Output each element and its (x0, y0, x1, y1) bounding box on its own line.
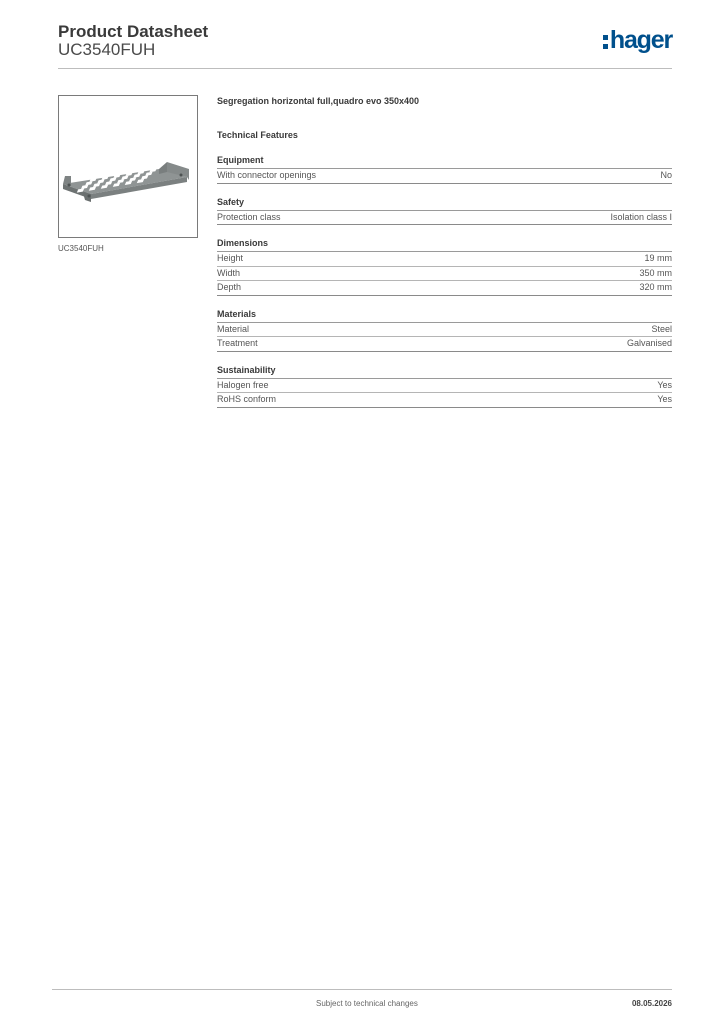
logo-text: hager (609, 26, 672, 54)
product-reference: UC3540FUH (58, 40, 156, 59)
table-row (217, 393, 672, 408)
row-label: RoHS conform (217, 394, 277, 404)
image-caption: UC3540FUH (58, 244, 104, 253)
row-value: Isolation class I (610, 211, 672, 222)
row-label: Depth (217, 282, 242, 292)
perforation-slot (154, 165, 161, 169)
row-value: No (660, 170, 672, 180)
row-label: With connector openings (217, 170, 317, 180)
section-materials (217, 309, 672, 352)
row-label: Material (217, 323, 250, 334)
row-label: Height (217, 253, 244, 263)
product-image (58, 95, 198, 238)
section-title: Safety (217, 197, 672, 211)
table-row (217, 169, 672, 184)
section-title: Materials (217, 309, 672, 323)
row-value: Galvanised (626, 338, 672, 348)
table-row (217, 379, 672, 394)
logo-colon-icon (603, 35, 608, 49)
hager-logo (603, 26, 672, 54)
row-value: Yes (657, 394, 672, 404)
footer-divider (52, 989, 672, 990)
table-row (217, 337, 672, 352)
table-row (217, 281, 672, 296)
row-value: 350 mm (639, 267, 672, 278)
perforation-slot (106, 172, 113, 176)
product-description: Segregation horizontal full,quadro evo 350x400 (217, 96, 420, 106)
page-title: Product Datasheet (58, 22, 209, 41)
row-value: 320 mm (639, 282, 672, 292)
perforation-slot (142, 166, 149, 170)
table-row (217, 267, 672, 282)
footer-note: Subject to technical changes (316, 999, 418, 1008)
section-title: Dimensions (217, 238, 672, 252)
section-safety (217, 197, 672, 226)
header (58, 20, 672, 70)
table-row (217, 252, 672, 267)
section-equipment (217, 155, 672, 184)
row-value: 19 mm (644, 253, 672, 263)
datasheet-content (217, 96, 672, 408)
row-label: Halogen free (217, 379, 269, 390)
table-row (217, 211, 672, 226)
perforation-slot (118, 170, 125, 174)
section-dimensions (217, 238, 672, 296)
perforation-slot (94, 174, 101, 178)
row-value: Steel (651, 323, 672, 334)
section-sustainability (217, 365, 672, 408)
perforation-slot (130, 168, 137, 172)
row-label: Treatment (217, 338, 258, 348)
row-label: Width (217, 267, 241, 278)
technical-features-heading: Technical Features (217, 130, 298, 140)
section-title: Sustainability (217, 365, 672, 379)
row-value: Yes (657, 379, 672, 390)
section-title: Equipment (217, 155, 672, 169)
row-label: Protection class (217, 211, 281, 222)
footer-date: 08.05.2026 (631, 999, 672, 1008)
header-divider (58, 68, 672, 69)
table-row (217, 323, 672, 338)
